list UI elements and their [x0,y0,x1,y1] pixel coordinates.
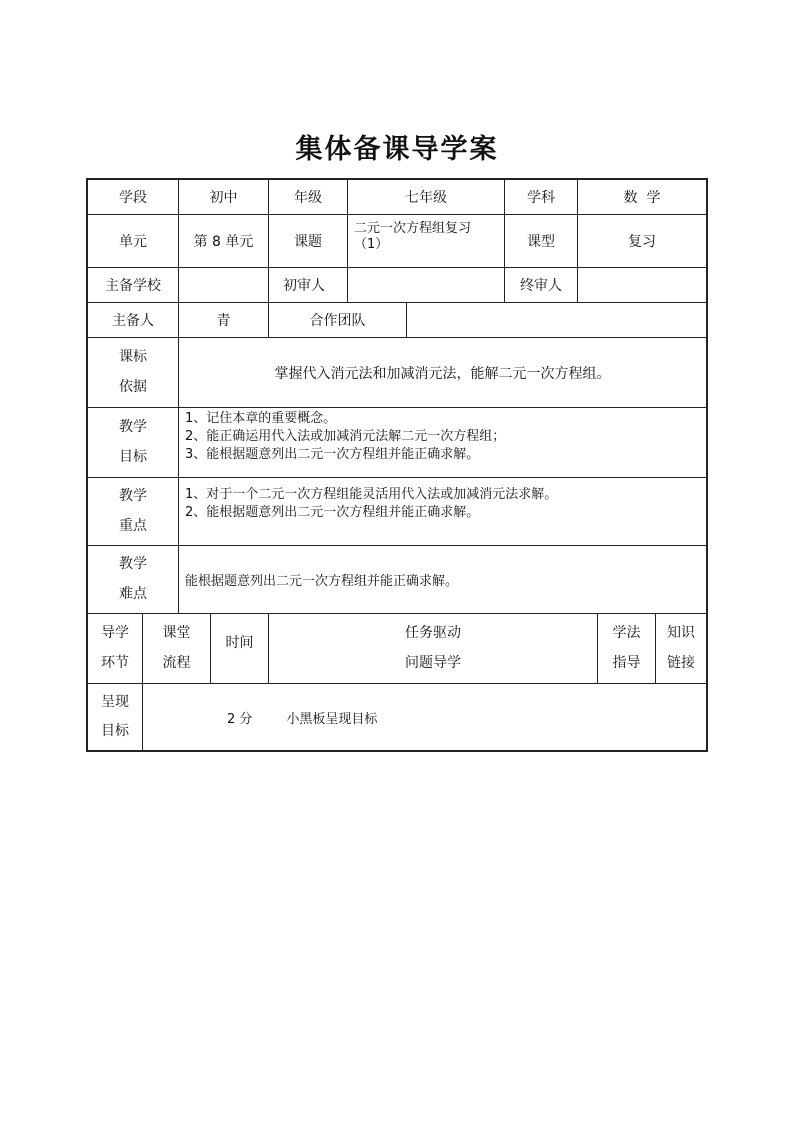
label-teaching-difficulty [88,546,179,613]
header-class-flow [143,614,211,683]
row-present-goals [88,684,706,750]
header-guide-stage [88,614,143,683]
teaching-focus-content[interactable] [179,478,706,545]
header-knowledge-link [656,614,706,683]
value-grade[interactable]: 七年级 [348,180,505,214]
present-time: 2 分 [227,711,253,727]
label-first-reviewer: 初审人 [269,268,348,302]
goal-item: 2、能正确运用代入法或加减消元法解二元一次方程组； [185,429,506,444]
focus-label-line-2: 重点 [119,517,147,534]
topic-line-1: 二元一次方程组复习 [354,221,472,236]
lesson-plan-table [86,178,708,752]
value-main-author[interactable]: 青 [179,303,269,337]
row-teaching-focus [88,478,706,546]
difficulty-label-line-2: 难点 [119,585,147,602]
value-topic[interactable] [348,215,505,267]
header-class-flow-line-2: 流程 [162,655,191,672]
label-team: 合作团队 [269,303,407,337]
header-task [269,614,598,683]
row-teaching-difficulty [88,546,706,614]
header-time: 时间 [211,614,269,683]
label-present-goals [88,684,143,750]
label-lesson-type: 课型 [505,215,578,267]
value-stage[interactable]: 初中 [179,180,269,214]
header-class-flow-line-1: 课堂 [162,624,191,641]
teaching-difficulty-content[interactable]: 能根据题意列出二元一次方程组并能正确求解。 [185,574,459,589]
value-final-reviewer[interactable] [578,268,706,302]
label-main-school: 主备学校 [88,268,179,302]
label-teaching-goals [88,408,179,477]
value-unit[interactable]: 第 8 单元 [179,215,269,267]
present-label-line-1: 呈现 [101,694,129,711]
present-goals-content[interactable] [143,684,706,750]
curriculum-basis-content[interactable]: 掌握代入消元法和加减消元法，能解二元一次方程组。 [274,365,611,382]
value-main-school[interactable] [179,268,269,302]
goal-item: 3、能根据题意列出二元一次方程组并能正确求解。 [185,447,480,462]
header-guide-stage-line-1: 导学 [101,624,129,641]
goals-label-line-2: 目标 [119,449,147,466]
label-final-reviewer: 终审人 [505,268,578,302]
label-curriculum-basis [88,338,179,407]
focus-item: 1、对于一个二元一次方程组能灵活用代入法或加减消元法求解。 [185,487,558,502]
value-first-reviewer[interactable] [348,268,505,302]
header-knowledge-link-line-2: 链接 [667,655,695,672]
label-teaching-focus [88,478,179,545]
present-label-line-2: 目标 [101,723,129,740]
row-school [88,268,706,303]
present-description: 小黑板呈现目标 [286,711,378,727]
teaching-goals-content[interactable] [179,408,706,477]
header-study-method [598,614,656,683]
goals-label-line-1: 教学 [119,418,147,435]
difficulty-label-line-1: 教学 [119,556,147,573]
curriculum-label-line-2: 依据 [119,379,147,396]
value-team[interactable] [407,303,706,337]
document-title: 集体备课导学案 [295,134,499,165]
row-process-header [88,614,706,684]
curriculum-label-line-1: 课标 [119,348,147,365]
label-main-author: 主备人 [88,303,179,337]
row-unit [88,215,706,268]
focus-item: 2、能根据题意列出二元一次方程组并能正确求解。 [185,505,480,520]
row-curriculum-basis [88,338,706,408]
header-study-method-line-1: 学法 [612,624,641,641]
label-unit: 单元 [88,215,179,267]
goal-item: 1、记住本章的重要概念。 [185,411,337,426]
header-task-line-1: 任务驱动 [405,624,461,641]
focus-label-line-1: 教学 [119,488,147,505]
topic-line-2: （1） [354,237,389,252]
header-task-line-2: 问题导学 [405,655,461,672]
value-subject[interactable]: 数 学 [623,190,661,206]
header-guide-stage-line-2: 环节 [101,655,129,672]
row-stage [88,180,706,215]
value-lesson-type[interactable]: 复习 [628,234,656,250]
label-stage: 学段 [88,180,179,214]
header-study-method-line-2: 指导 [612,655,641,672]
label-topic: 课题 [269,215,348,267]
header-knowledge-link-line-1: 知识 [667,624,695,641]
row-teaching-goals [88,408,706,478]
row-author [88,303,706,338]
label-subject: 学科 [505,180,578,214]
label-grade: 年级 [269,180,348,214]
